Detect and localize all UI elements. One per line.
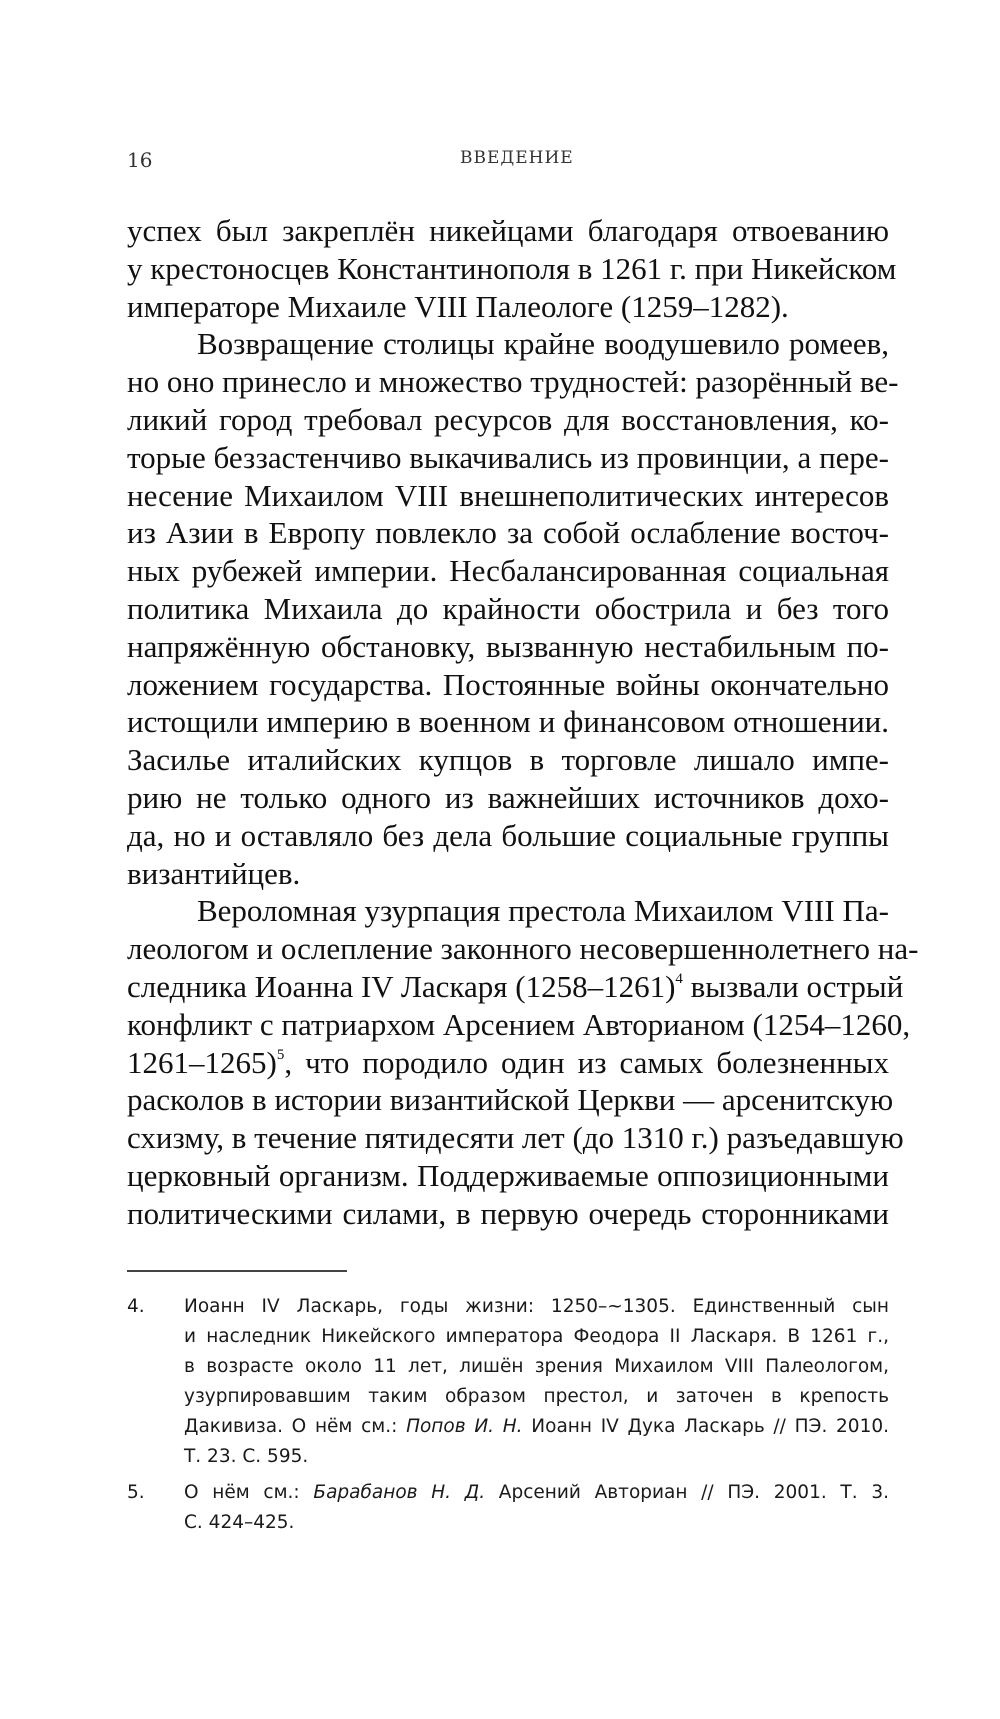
text-line: императоре Михаиле VIII Палеологе (1259–1282). xyxy=(127,288,789,324)
text-line: торые беззастенчиво выкачивались из провинции, а пере- xyxy=(127,439,889,475)
text-line: истощили империю в военном и финансовом отношении. xyxy=(127,704,889,740)
text-line: конфликт с патриархом Арсением Авторианом (1254–1260, xyxy=(127,1006,911,1042)
text-line: ликий город требовал ресурсов для восстановления, ко- xyxy=(127,401,889,437)
footnote-ref-5[interactable]: 5 xyxy=(276,1046,285,1063)
footnote-line: в возрасте около 11 лет, лишён зрения Михаилом VIII Палеологом, xyxy=(184,1356,889,1377)
footnote-number: 4. xyxy=(127,1296,145,1317)
footnote-5 xyxy=(127,1478,889,1538)
footnote-line: и наследник Никейского императора Феодора II Ласкаря. В 1261 г., xyxy=(184,1326,889,1347)
text-line: церковный организм. Поддерживаемые оппозиционными xyxy=(127,1157,889,1193)
text-line: политика Михаила до крайности обострила и без того xyxy=(127,590,889,626)
text-line: схизму, в течение пятидесяти лет (до 1310 г.) разъедавшую xyxy=(127,1120,904,1156)
footnote-line: Иоанн IV Ласкарь, годы жизни: 1250–~1305. Единственный сын xyxy=(184,1296,889,1317)
footnote-text: О нём см.: xyxy=(184,1482,314,1503)
text-line: несение Михаилом VIII внешнеполитических интересов xyxy=(127,477,889,513)
text-line: но оно принесло и множество трудностей: разорённый ве- xyxy=(127,364,899,400)
text-line: успех был закреплён никейцами благодаря отвоеванию xyxy=(127,213,889,248)
footnote-number: 5. xyxy=(127,1482,145,1503)
text-line: рию не только одного из важнейших источников дохо- xyxy=(127,779,889,815)
footnote-ref-4[interactable]: 4 xyxy=(675,970,683,987)
text-line: ных рубежей империи. Несбалансированная социальная xyxy=(127,553,889,589)
text-line: леологом и ослепление законного несовершеннолетнего на- xyxy=(127,931,919,967)
main-text xyxy=(127,212,919,1233)
running-header: ВВЕДЕНИЕ xyxy=(460,148,574,168)
footnote-line xyxy=(184,1478,889,1508)
footnotes xyxy=(127,1292,889,1544)
text-line: из Азии в Европу повлекло за собой ослабление восточ- xyxy=(127,515,889,551)
text-line: византийцев. xyxy=(127,855,301,891)
text-line: Возвращение столицы крайне воодушевило ромеев, xyxy=(197,326,889,362)
text-segment: , что породило один из самых болезненных xyxy=(284,1044,889,1080)
text-segment: 1261–1265) xyxy=(127,1044,277,1080)
text-line: Вероломная узурпация престола Михаилом VIII Па- xyxy=(197,893,889,929)
text-line: Засилье италийских купцов в торговле лишало импе- xyxy=(127,742,889,778)
page-number: 16 xyxy=(127,148,153,172)
footnote-line: узурпировавшим таким образом престол, и заточен в крепость xyxy=(184,1386,889,1407)
text-line: да, но и оставляло без дела большие социальные группы xyxy=(127,817,889,853)
text-line-with-footnote xyxy=(127,1044,889,1082)
citation-author: Попов И. Н. xyxy=(406,1416,523,1437)
text-line: ложением государства. Постоянные войны окончательно xyxy=(127,666,889,702)
text-line: расколов в истории византийской Церкви — арсенитскую xyxy=(127,1082,894,1118)
citation-author: Барабанов Н. Д. xyxy=(313,1482,486,1503)
text-line-with-footnote xyxy=(127,968,904,1006)
footnote-4 xyxy=(127,1292,889,1472)
footnote-text: Дакивиза. О нём см.: xyxy=(184,1416,407,1437)
footnote-text: Арсений Авториан // ПЭ. 2001. Т. 3. xyxy=(485,1482,889,1503)
text-segment: следника Иоанна IV Ласкаря (1258–1261) xyxy=(127,968,676,1004)
text-line: у крестоносцев Константинополя в 1261 г. при Никейском xyxy=(127,250,897,286)
footnote-line: Т. 23. С. 595. xyxy=(184,1446,309,1467)
footnote-text: Иоанн IV Дука Ласкарь // ПЭ. 2010. xyxy=(522,1416,890,1437)
text-line: политическими силами, в первую очередь сторонниками xyxy=(127,1195,889,1231)
text-segment: вызвали острый xyxy=(682,968,904,1004)
text-line: напряжённую обстановку, вызванную нестабильным по- xyxy=(127,628,889,664)
footnote-line: С. 424–425. xyxy=(184,1512,295,1533)
footnote-divider xyxy=(127,1270,347,1272)
footnote-line xyxy=(184,1412,889,1442)
